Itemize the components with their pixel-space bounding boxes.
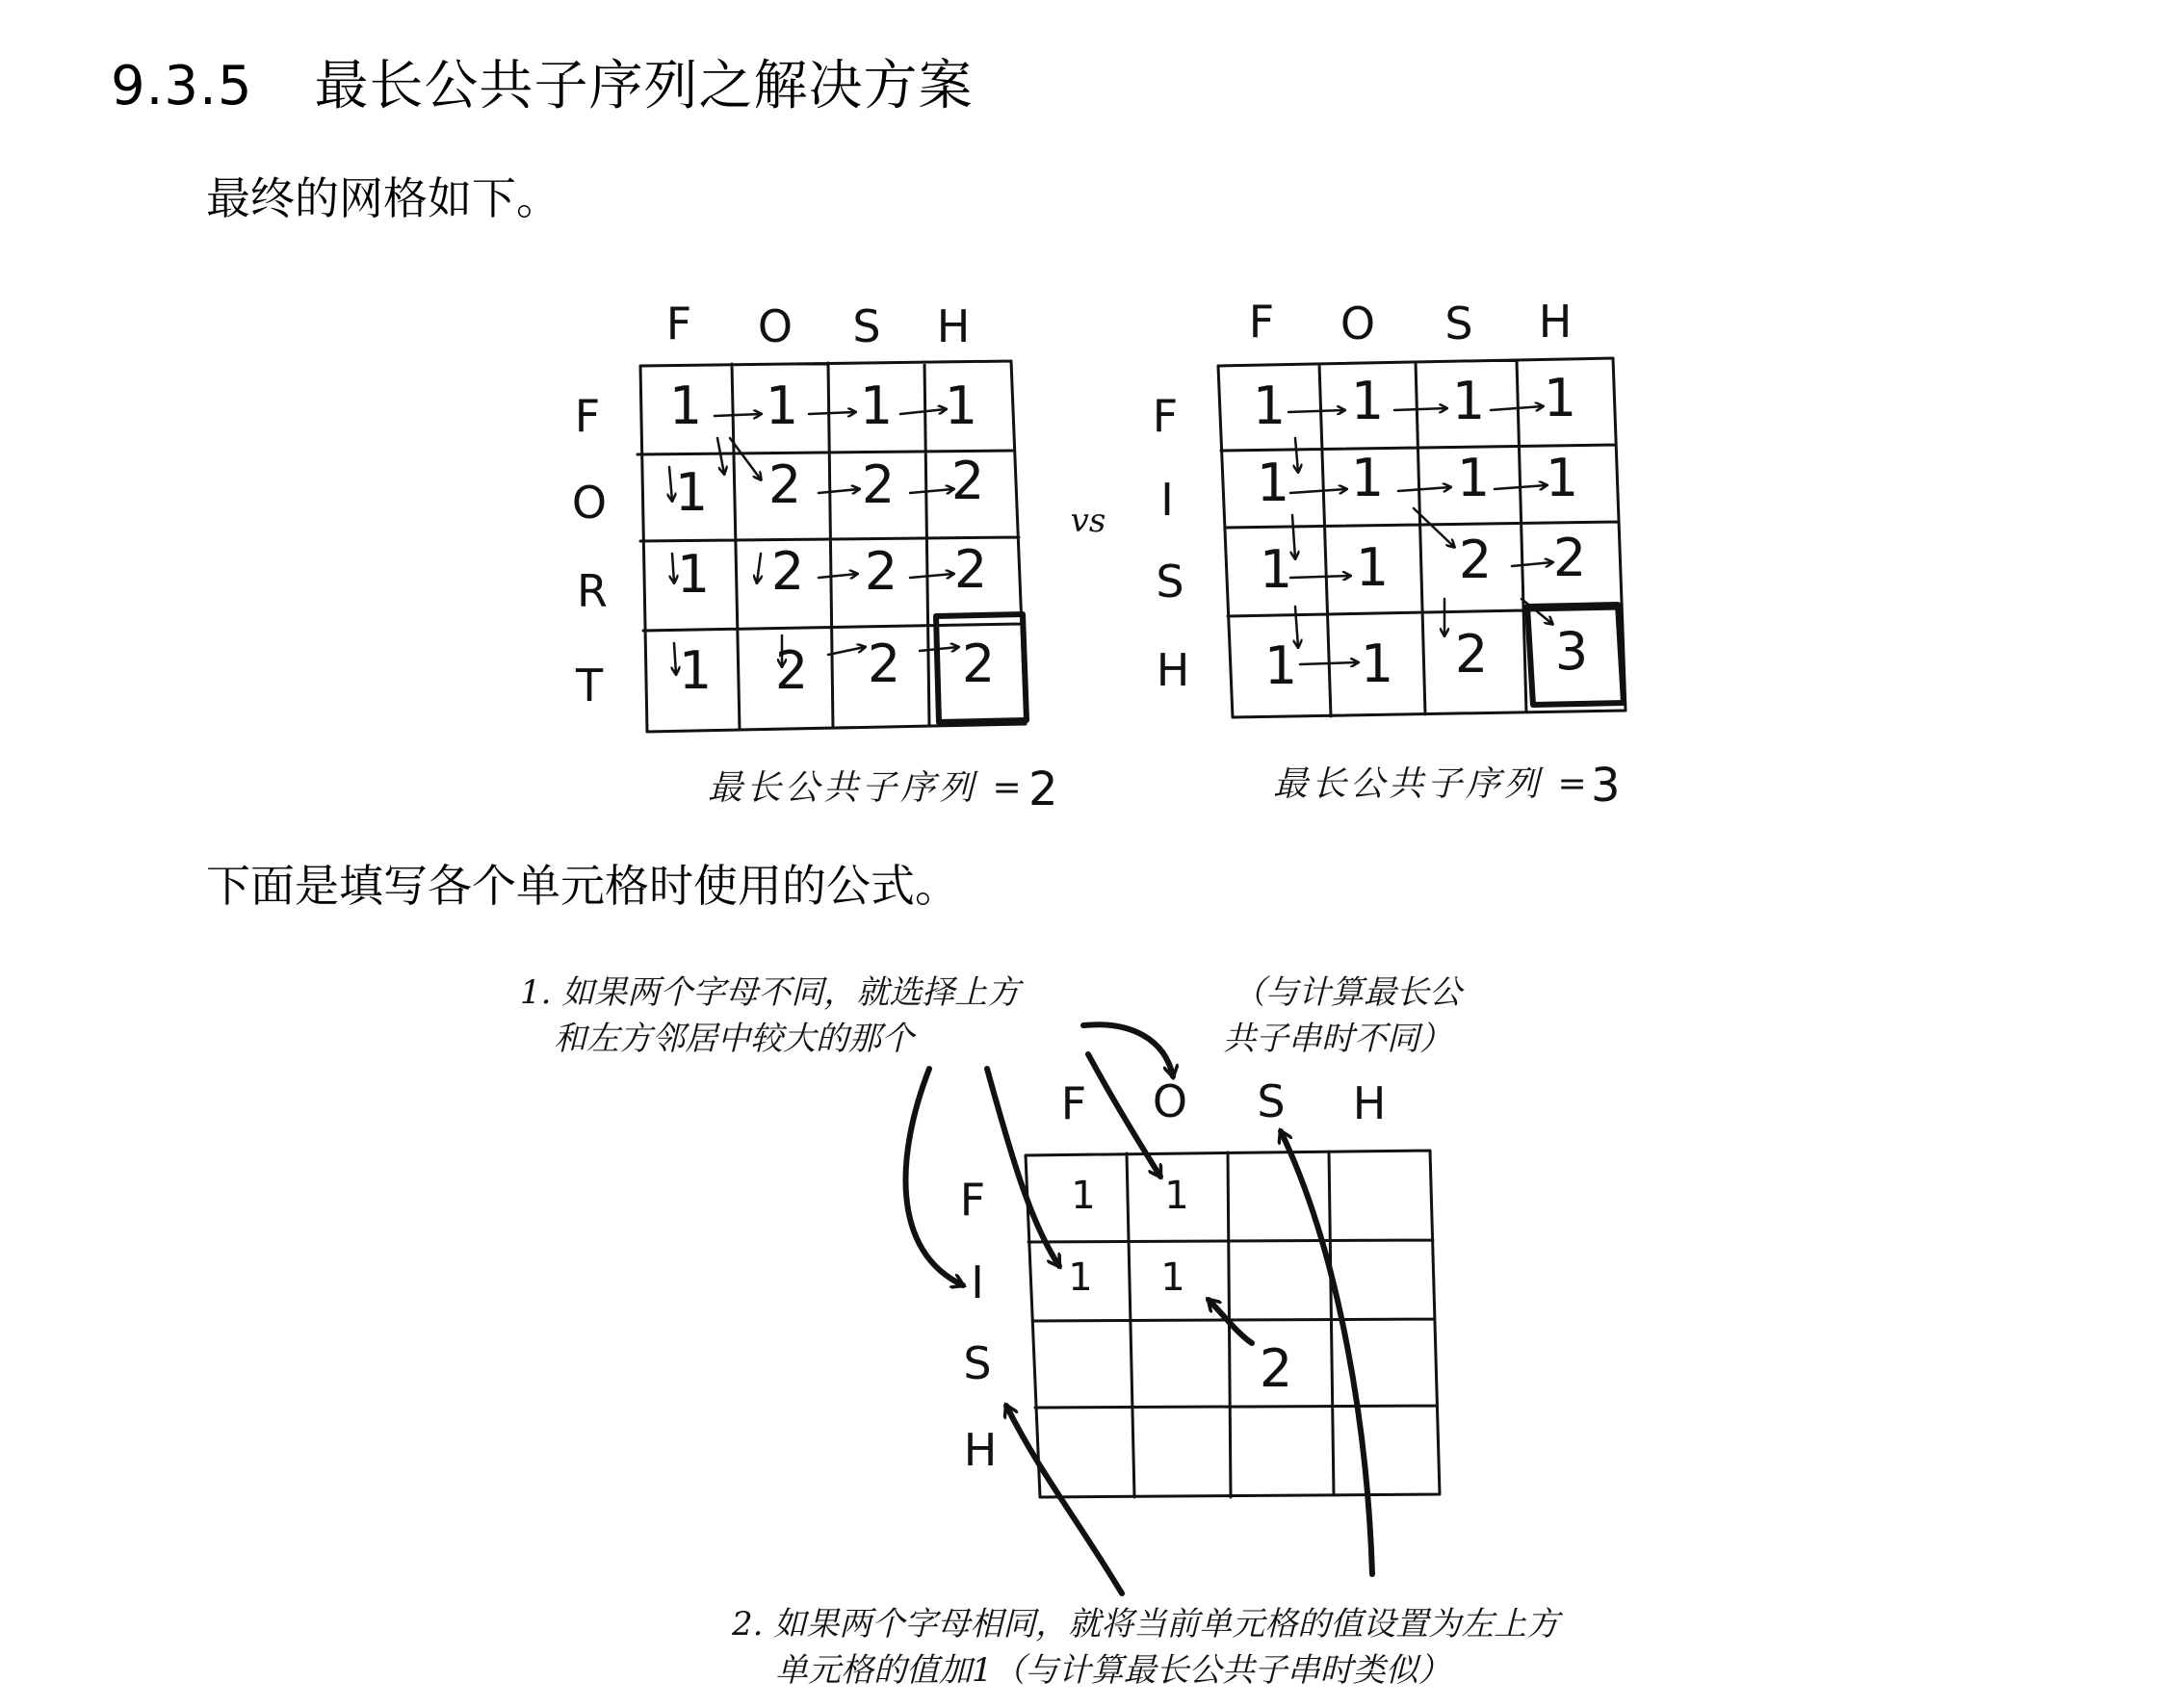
formula-cell-value: 1 — [1160, 1255, 1185, 1300]
left-cell-value: 1 — [674, 462, 709, 523]
formula-cell-value: 1 — [1068, 1255, 1093, 1300]
left-row-header: O — [571, 477, 608, 529]
right-cell-value: 1 — [1263, 635, 1298, 696]
left-cell-value: 1 — [944, 375, 978, 436]
left-cell-value: 2 — [950, 451, 985, 511]
formula-cell-value: 1 — [1071, 1174, 1096, 1218]
left-cell-value: 1 — [859, 375, 894, 436]
left-cell-value: 2 — [864, 541, 898, 602]
right-cell-value: 1 — [1451, 371, 1486, 431]
right-cell-value: 2 — [1458, 530, 1493, 590]
formula-cell-value: 2 — [1259, 1338, 1293, 1399]
intro-paragraph: 最终的网格如下。 — [206, 172, 560, 224]
formula-col-header: O — [1152, 1075, 1188, 1127]
right-row-header: S — [1156, 556, 1184, 608]
rule2-line1: 2. 如果两个字母相同，就将当前单元格的值设置为左上方 — [732, 1605, 1560, 1643]
left-cell-value: 2 — [867, 634, 901, 694]
left-row-header: R — [577, 565, 608, 617]
left-cell-value: 2 — [767, 454, 802, 515]
formula-row-header: F — [959, 1174, 986, 1226]
left-cell-value: 2 — [774, 640, 809, 701]
right-cell-value: 1 — [1350, 371, 1385, 431]
formula-intro-paragraph: 下面是填写各个单元格时使用的公式。 — [206, 860, 959, 912]
right-cell-value: 1 — [1545, 448, 1579, 508]
formula-row-header: I — [971, 1256, 984, 1308]
right-cell-value: 1 — [1252, 375, 1287, 436]
formula-row-header: S — [963, 1337, 992, 1389]
right-cell-value: 1 — [1350, 448, 1385, 508]
right-col-header: F — [1248, 296, 1275, 348]
right-row-header: H — [1156, 644, 1190, 696]
right-cell-value: 1 — [1259, 539, 1293, 600]
left-cell-value: 1 — [765, 375, 799, 436]
right-col-header: H — [1538, 296, 1573, 348]
left-cell-value: 1 — [676, 544, 711, 605]
right-cell-value: 1 — [1256, 453, 1290, 513]
rule1-aside-line1: （与计算最长公 — [1233, 973, 1462, 1012]
left-cell-value: 2 — [770, 541, 805, 602]
vs-label: vs — [1070, 502, 1106, 540]
left-col-header: H — [936, 300, 971, 352]
right-col-header: S — [1444, 298, 1473, 349]
right-cell-value: 1 — [1456, 448, 1491, 508]
left-col-header: S — [852, 300, 881, 352]
left-row-header: F — [574, 390, 601, 442]
formula-grid — [960, 1075, 1440, 1497]
left-col-header: F — [665, 298, 692, 349]
right-cell-value: 2 — [1552, 528, 1587, 588]
left-caption-value: 2 — [1028, 763, 1058, 816]
formula-col-header: H — [1352, 1077, 1387, 1129]
right-row-header: I — [1160, 474, 1174, 526]
right-caption-value: 3 — [1591, 759, 1621, 813]
right-col-header: O — [1340, 298, 1376, 349]
left-cell-value: 2 — [861, 454, 896, 515]
rule2-line2: 单元格的值加1（与计算最长公共子串时类似） — [775, 1651, 1451, 1690]
right-cell-value: 3 — [1554, 621, 1589, 682]
section-number: 9.3.5 — [111, 55, 253, 117]
left-cell-value: 2 — [953, 539, 988, 600]
formula-arrows — [905, 1024, 1372, 1593]
right-cell-value: 1 — [1360, 634, 1394, 694]
formula-cell-value: 1 — [1164, 1174, 1189, 1218]
left-caption-text: 最长公共子序列 = — [708, 768, 1026, 808]
left-cell-value: 2 — [961, 634, 996, 694]
left-cell-value: 1 — [678, 640, 713, 701]
left-col-header: O — [757, 300, 793, 352]
section-title: 最长公共子序列之解决方案 — [314, 55, 974, 117]
formula-row-header: H — [963, 1424, 998, 1476]
right-row-header: F — [1152, 390, 1179, 442]
rule1-line2: 和左方邻居中较大的那个 — [554, 1020, 914, 1058]
formula-col-header: S — [1257, 1075, 1286, 1127]
rule1-aside-line2: 共子串时不同） — [1223, 1020, 1452, 1058]
formula-col-header: F — [1060, 1077, 1087, 1129]
rule1-line1: 1. 如果两个字母不同，就选择上方 — [520, 973, 1021, 1012]
right-cell-value: 1 — [1543, 368, 1577, 428]
right-cell-value: 1 — [1355, 537, 1390, 598]
right-caption-text: 最长公共子序列 = — [1273, 764, 1591, 804]
left-cell-value: 1 — [668, 375, 703, 436]
right-cell-value: 2 — [1454, 624, 1489, 685]
left-row-header: T — [575, 660, 604, 712]
